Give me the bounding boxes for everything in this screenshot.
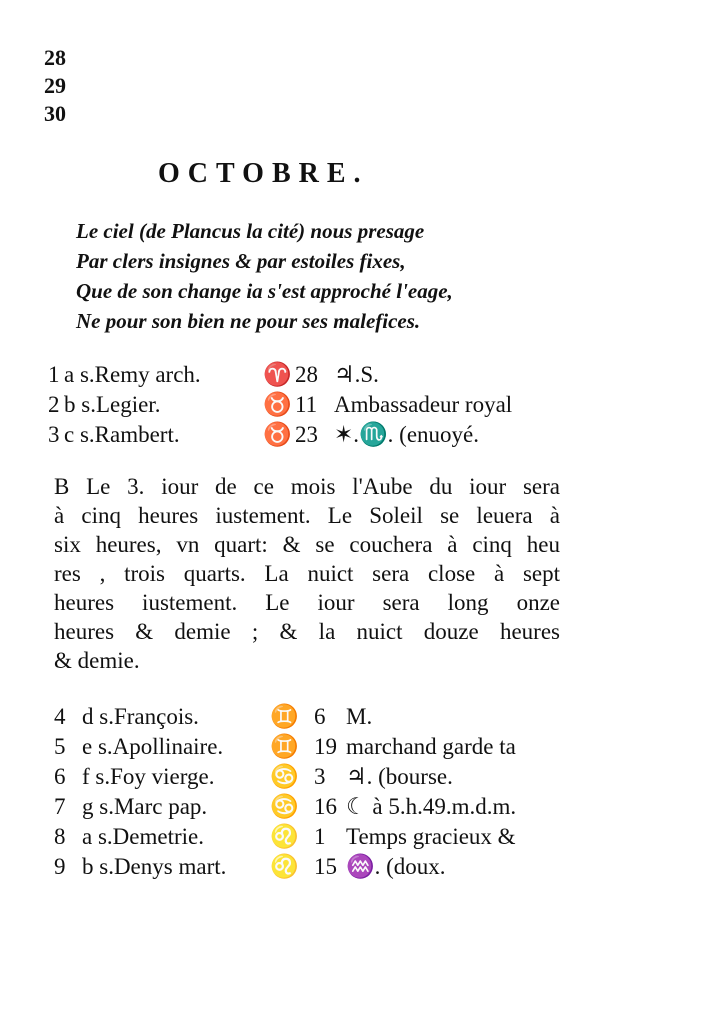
verse-line: Que de son change ia s'est approché l'eage,	[76, 279, 453, 303]
month-title: OCTOBRE.	[158, 158, 369, 189]
calendar-row	[54, 732, 574, 762]
zodiac-icon: ♉	[263, 422, 292, 447]
zodiac-icon: ♋	[270, 764, 299, 789]
paragraph-line: heures & demie ; & la nuict douze heures	[54, 619, 560, 644]
day-number: 6	[54, 764, 66, 789]
paragraph-line: res , trois quarts. La nuict sera close à sept	[54, 561, 560, 586]
note: ♃.S.	[334, 362, 379, 387]
degree: 23	[295, 422, 318, 447]
zodiac-icon: ♊	[270, 704, 299, 729]
zodiac-icon: ♈	[263, 362, 292, 387]
note: M.	[346, 704, 373, 729]
calendar-row	[48, 390, 568, 420]
verse-line: Ne pour son bien ne pour ses malefices.	[76, 309, 421, 333]
degree: 16	[314, 794, 337, 819]
calendar-row	[48, 420, 568, 450]
page-number: 28	[44, 45, 66, 70]
saint-label: c s.Rambert.	[64, 422, 180, 447]
day-number: 7	[54, 794, 66, 819]
paragraph-line: & demie.	[54, 648, 140, 673]
calendar-row	[54, 702, 574, 732]
verse	[76, 216, 453, 336]
note: Temps gracieux &	[346, 824, 516, 849]
zodiac-icon: ♋	[270, 794, 299, 819]
saint-label: e s.Apollinaire.	[82, 734, 224, 759]
zodiac-icon: ♌	[270, 854, 299, 879]
degree: 15	[314, 854, 337, 879]
verse-line: Le ciel (de Plancus la cité) nous presage	[76, 219, 425, 243]
note: ☾ à 5.h.49.m.d.m.	[346, 794, 517, 819]
saint-label: b s.Denys mart.	[82, 854, 227, 879]
zodiac-icon: ♊	[270, 734, 299, 759]
calendar-row	[54, 852, 574, 882]
degree: 1	[314, 824, 326, 849]
calendar-row	[54, 792, 574, 822]
day-number: 4	[54, 704, 66, 729]
note: ♃. (bourse.	[346, 764, 453, 789]
paragraph-line: heures iustement. Le iour sera long onze	[54, 590, 560, 615]
paragraph-line: six heures, vn quart: & se couchera à cinq heu	[54, 532, 560, 557]
saint-label: a s.Remy arch.	[64, 362, 201, 387]
degree: 11	[295, 392, 318, 417]
day-number: 1	[48, 362, 60, 387]
day-number: 9	[54, 854, 66, 879]
note: ♒. (doux.	[346, 854, 446, 879]
calendar-row	[54, 822, 574, 852]
note: Ambassadeur royal	[334, 392, 513, 417]
paragraph-line: B Le 3. iour de ce mois l'Aube du iour sera	[54, 474, 560, 499]
saint-label: d s.François.	[82, 704, 199, 729]
note: ✶.♏. (enuoyé.	[334, 422, 479, 447]
note: marchand garde ta	[346, 734, 516, 759]
degree: 6	[314, 704, 326, 729]
zodiac-icon: ♌	[270, 824, 299, 849]
saint-label: g s.Marc pap.	[82, 794, 208, 819]
calendar-row	[54, 762, 574, 792]
page-numbers	[44, 44, 66, 128]
saint-label: b s.Legier.	[64, 392, 161, 417]
page-number: 30	[44, 101, 66, 126]
day-number: 3	[48, 422, 60, 447]
day-number: 5	[54, 734, 66, 759]
saint-label: f s.Foy vierge.	[82, 764, 215, 789]
saint-label: a s.Demetrie.	[82, 824, 204, 849]
calendar-row	[48, 360, 568, 390]
degree: 3	[314, 764, 326, 789]
daylight-paragraph	[54, 472, 560, 675]
verse-line: Par clers insignes & par estoiles fixes,	[76, 249, 406, 273]
degree: 28	[295, 362, 318, 387]
zodiac-icon: ♉	[263, 392, 292, 417]
degree: 19	[314, 734, 337, 759]
calendar-top	[48, 360, 568, 450]
day-number: 8	[54, 824, 66, 849]
paragraph-line: à cinq heures iustement. Le Soleil se leuera à	[54, 503, 560, 528]
calendar-bottom	[54, 702, 574, 882]
page-number: 29	[44, 73, 66, 98]
day-number: 2	[48, 392, 60, 417]
